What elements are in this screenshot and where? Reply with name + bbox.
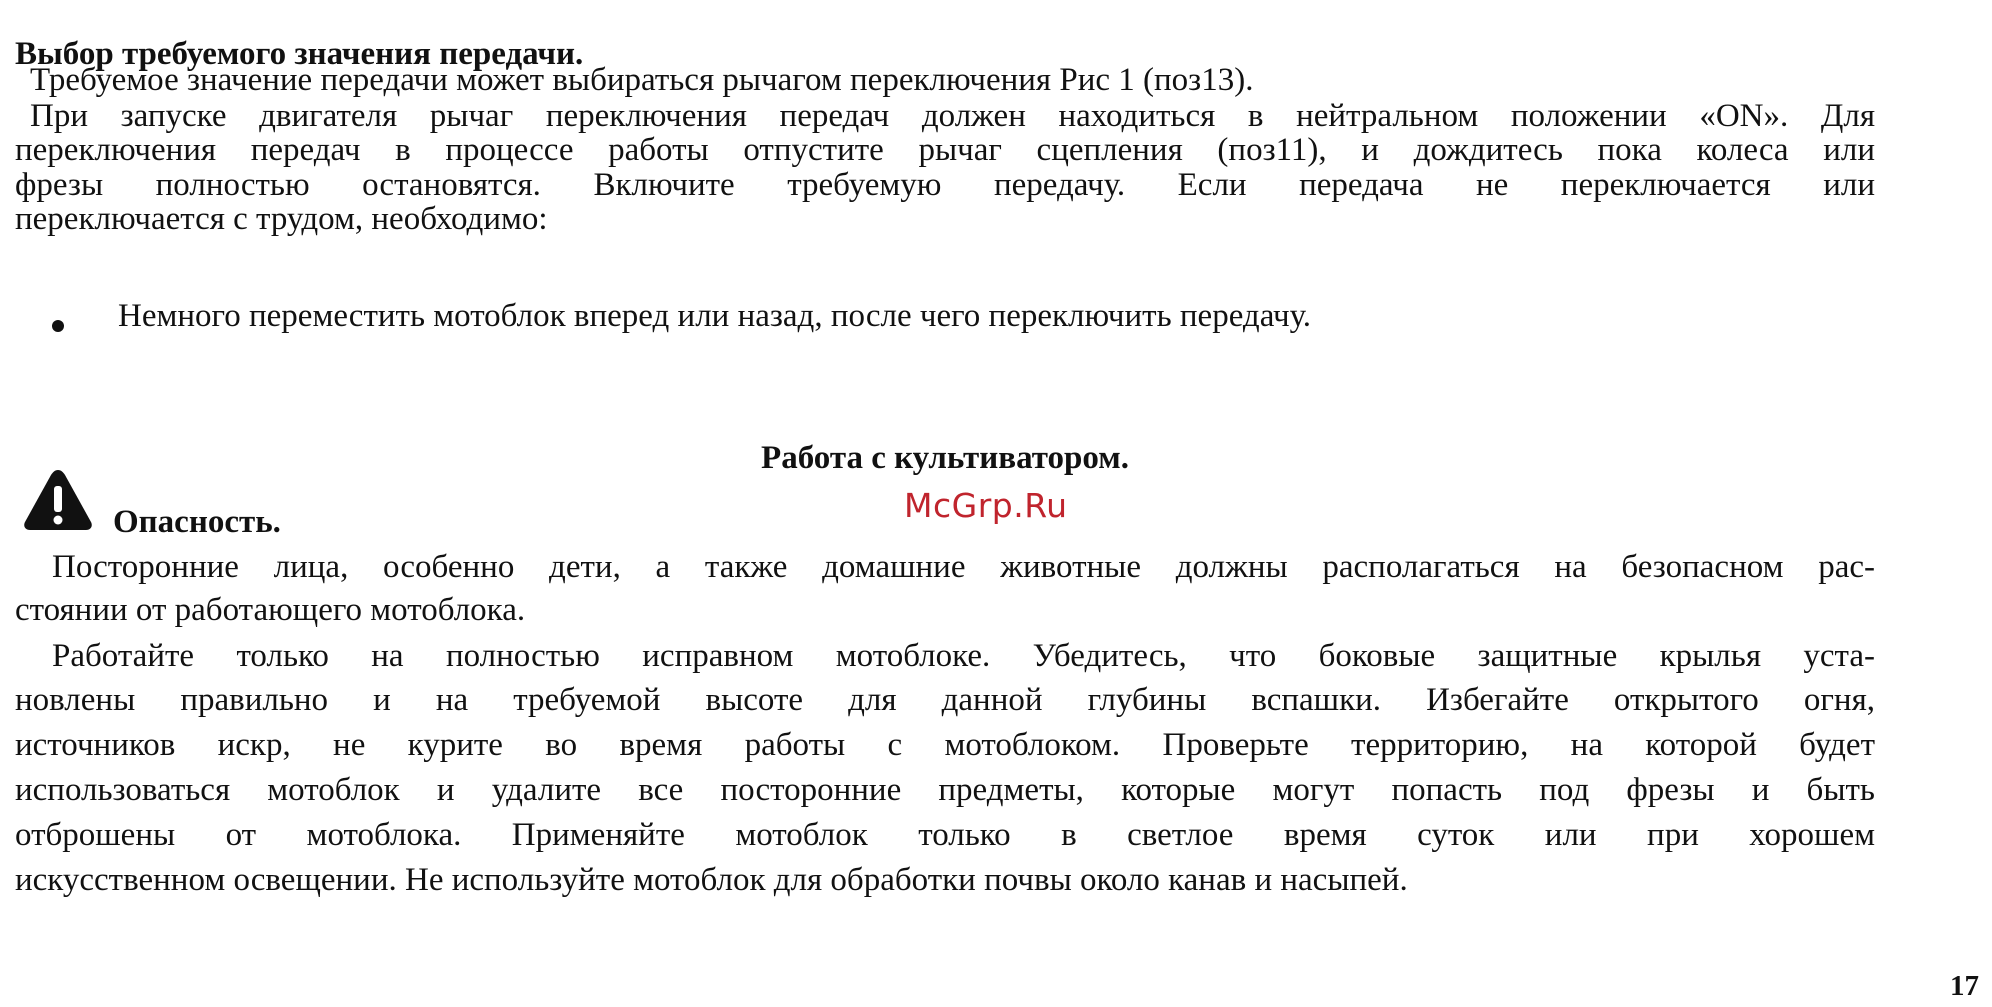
warning-label: Опасность. <box>113 504 281 540</box>
paragraph-line: фрезы полностью остановятся. Включите требуемую передачу. Если передача не переключается или <box>15 167 1875 203</box>
watermark: McGrp.Ru <box>904 486 1068 525</box>
paragraph-line: искусственном освещении. Не используйте мотоблок для обработки почвы около канав и насыпей. <box>15 862 1408 898</box>
paragraph-line: новлены правильно и на требуемой высоте для данной глубины вспашки. Избегайте открытого огня, <box>15 682 1875 718</box>
paragraph-gear-lever: Требуемое значение передачи может выбираться рычагом переключения Рис 1 (поз13). <box>30 62 1254 98</box>
bullet-item: Немного переместить мотоблок вперед или назад, после чего переключить передачу. <box>118 298 1312 334</box>
paragraph-line: стоянии от работающего мотоблока. <box>15 592 526 628</box>
section-heading-gear-selection: Выбор требуемого значения передачи. <box>15 36 584 72</box>
paragraph-line: При запуске двигателя рычаг переключения передач должен находиться в нейтральном положении «ON». Для <box>30 98 1875 134</box>
paragraph-line: источников искр, не курите во время работы с мотоблоком. Проверьте территорию, на которой будет <box>15 727 1875 763</box>
page-number: 17 <box>1950 970 1979 1002</box>
paragraph-line: использоваться мотоблок и удалите все посторонние предметы, которые могут попасть под фрезы и быть <box>15 772 1875 808</box>
paragraph-line: отброшены от мотоблока. Применяйте мотоблок только в светлое время суток или при хорошем <box>15 817 1875 853</box>
paragraph-line: переключения передач в процессе работы отпустите рычаг сцепления (поз11), и дождитесь пока колеса или <box>15 132 1875 168</box>
paragraph-line: переключается с трудом, необходимо: <box>15 201 548 237</box>
paragraph-line: Посторонние лица, особенно дети, а также домашние животные должны располагаться на безопасном рас- <box>52 549 1875 585</box>
section-heading-cultivator: Работа с культиватором. <box>761 440 1129 476</box>
paragraph-line: Работайте только на полностью исправном мотоблоке. Убедитесь, что боковые защитные крылья уста- <box>52 638 1875 674</box>
bullet-icon <box>52 320 64 332</box>
warning-triangle-icon <box>22 467 94 533</box>
